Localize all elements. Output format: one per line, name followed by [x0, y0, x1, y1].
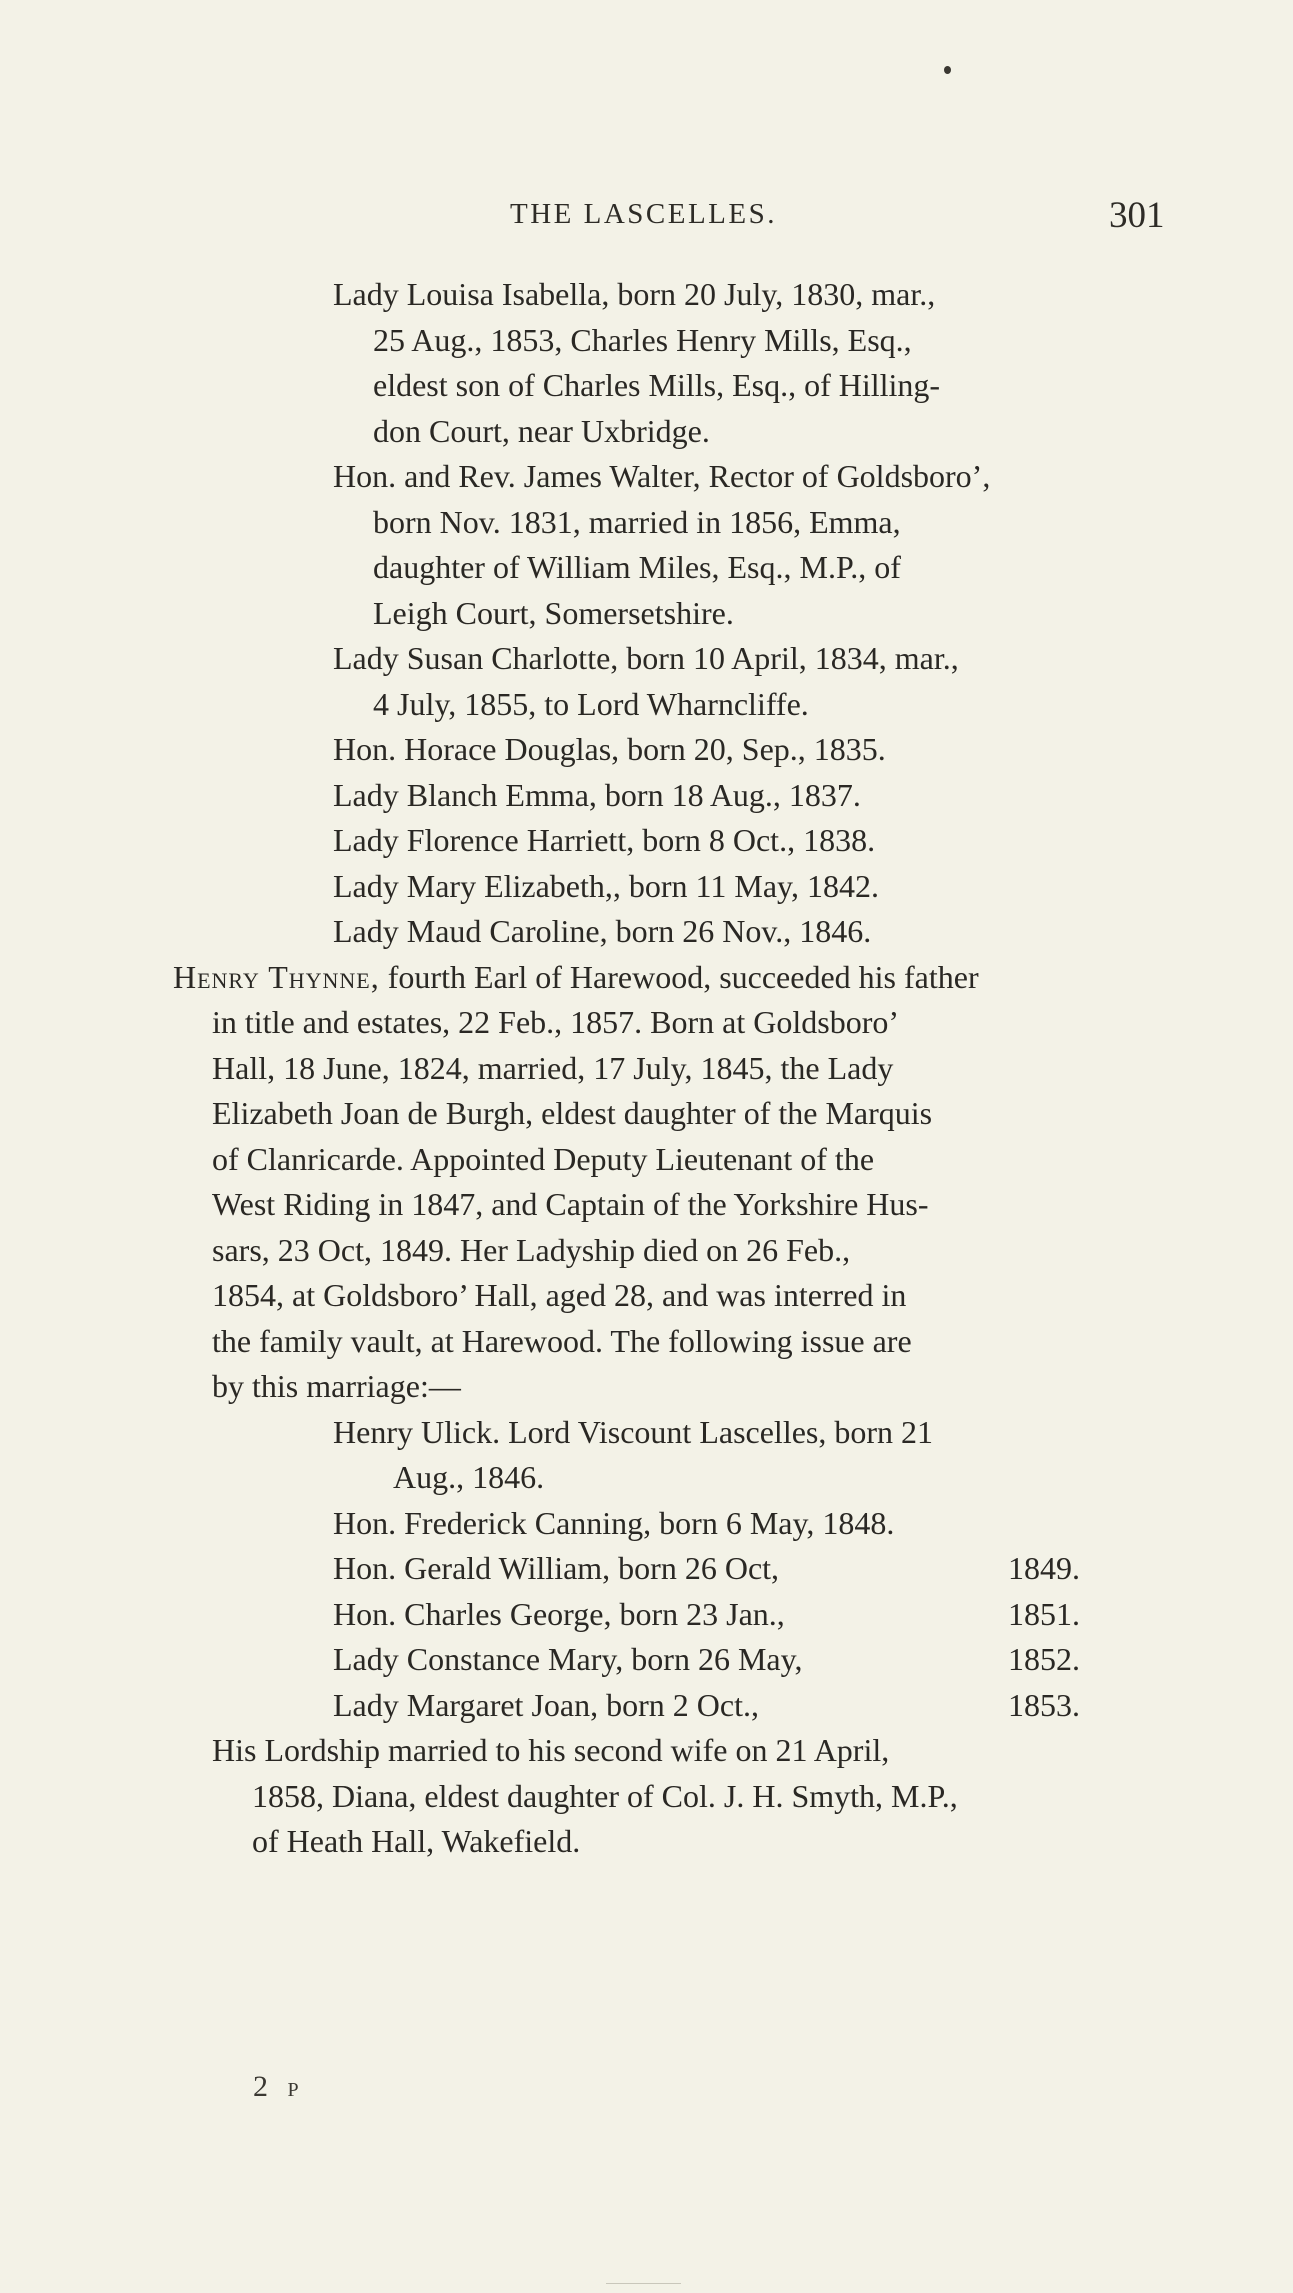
- text-line: West Riding in 1847, and Captain of the Yorkshire Hus-: [212, 1186, 929, 1222]
- text-line: in title and estates, 22 Feb., 1857. Born at Goldsboro’: [212, 1004, 900, 1040]
- running-head: THE LASCELLES.: [510, 198, 777, 230]
- text-line: Lady Florence Harriett, born 8 Oct., 1838.: [333, 822, 876, 858]
- text-line: of Clanricarde. Appointed Deputy Lieutenant of the: [212, 1141, 875, 1177]
- text-line: sars, 23 Oct, 1849. Her Ladyship died on 26 Feb.,: [212, 1232, 851, 1268]
- text-line: the family vault, at Harewood. The following issue are: [212, 1323, 912, 1359]
- text-line: [173, 955, 979, 1001]
- year-cell: 1851.: [1008, 1596, 1080, 1632]
- year-cell: 1852.: [1008, 1641, 1080, 1677]
- page-number: 301: [1109, 195, 1165, 236]
- text-line: Lady Blanch Emma, born 18 Aug., 1837.: [333, 777, 861, 813]
- text-line: by this marriage:—: [212, 1368, 461, 1404]
- text-line: 25 Aug., 1853, Charles Henry Mills, Esq.,: [373, 322, 912, 358]
- text-line: daughter of William Miles, Esq., M.P., of: [373, 549, 901, 585]
- text-line: Lady Margaret Joan, born 2 Oct.,: [333, 1687, 759, 1723]
- bottom-edge-mark: [606, 2283, 681, 2284]
- text-line: Hall, 18 June, 1824, married, 17 July, 1845, the Lady: [212, 1050, 894, 1086]
- text-line: Lady Louisa Isabella, born 20 July, 1830, mar.,: [333, 276, 936, 312]
- text-line: Hon. Gerald William, born 26 Oct,: [333, 1550, 780, 1586]
- text-line: eldest son of Charles Mills, Esq., of Hilling-: [373, 367, 941, 403]
- text-line: Hon. and Rev. James Walter, Rector of Goldsboro’,: [333, 458, 991, 494]
- text-line: Lady Maud Caroline, born 26 Nov., 1846.: [333, 913, 872, 949]
- text-line: Lady Constance Mary, born 26 May,: [333, 1641, 803, 1677]
- text-line: His Lordship married to his second wife on 21 April,: [212, 1732, 890, 1768]
- text-line-rest: fourth Earl of Harewood, succeeded his father: [387, 959, 979, 995]
- signature-letter: P: [287, 2079, 305, 2101]
- text-line: 1854, at Goldsboro’ Hall, aged 28, and was interred in: [212, 1277, 907, 1313]
- text-line: Leigh Court, Somersetshire.: [373, 595, 734, 631]
- text-line: of Heath Hall, Wakefield.: [252, 1823, 581, 1859]
- person-name: Henry Thynne,: [173, 959, 380, 995]
- text-line: 4 July, 1855, to Lord Wharncliffe.: [373, 686, 809, 722]
- text-line: born Nov. 1831, married in 1856, Emma,: [373, 504, 901, 540]
- text-line: Hon. Frederick Canning, born 6 May, 1848.: [333, 1505, 895, 1541]
- text-line: Hon. Charles George, born 23 Jan.,: [333, 1596, 785, 1632]
- text-line: 1858, Diana, eldest daughter of Col. J. H. Smyth, M.P.,: [252, 1778, 958, 1814]
- text-line: Hon. Horace Douglas, born 20, Sep., 1835.: [333, 731, 886, 767]
- text-line: Aug., 1846.: [393, 1459, 545, 1495]
- text-line: Lady Susan Charlotte, born 10 April, 1834, mar.,: [333, 640, 959, 676]
- signature-mark: [253, 2070, 305, 2104]
- text-line: Elizabeth Joan de Burgh, eldest daughter of the Marquis: [212, 1095, 933, 1131]
- signature-number: 2: [253, 2070, 274, 2103]
- year-cell: 1849.: [1008, 1550, 1080, 1586]
- text-line: don Court, near Uxbridge.: [373, 413, 710, 449]
- year-cell: 1853.: [1008, 1687, 1080, 1723]
- text-line: Henry Ulick. Lord Viscount Lascelles, born 21: [333, 1414, 934, 1450]
- ink-dot: [944, 66, 951, 74]
- text-line: Lady Mary Elizabeth,, born 11 May, 1842.: [333, 868, 879, 904]
